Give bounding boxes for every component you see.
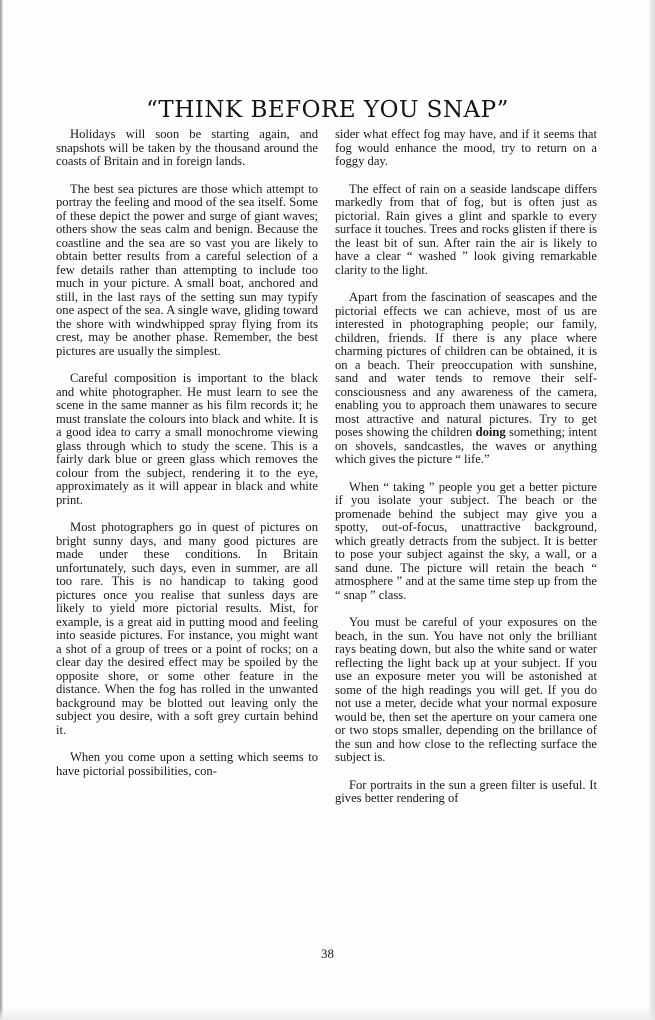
page-edge-right [649, 0, 655, 1020]
article-title: “THINK BEFORE YOU SNAP” [146, 97, 509, 124]
paragraph-taking: When “ taking ” people you get a better picture if you isolate your subject. The beach or the promenade behind the subject may give you a spotty, out-of-focus, unattractive background, which greatly detracts from the subject. It is better to pose your subject against the sky, a wall, or a sand dune. The picture will retain the beach “ atmosphere ” and at the same time step up from the “ snap ” class. [335, 479, 597, 602]
page-number: 38 [321, 946, 334, 961]
left-column [56, 128, 318, 778]
paragraph-filter: For portraits in the sun a green filter is useful. It gives better rendering of [335, 777, 597, 805]
people-text-a: Apart from the fascination of seascapes and the pictorial effects we can achieve, most of us are interested in photographing people; our family, children, friends. If there is any place where charming pictures of children can be obtained, it is on a beach. Their preoccupation with sunshine, sand and water tends to remove their self-consciousness and any awareness of the camera, enabling you to approach them unawares to secure most attractive and natural pictures. Try to get poses showing the children [335, 290, 597, 439]
paragraph-people [335, 291, 597, 467]
page-bottom-shade [0, 1008, 655, 1020]
paragraph-rain: The effect of rain on a seaside landscape differs markedly from that of fog, but is often just as pictorial. Rain gives a glint and sparkle to every surface it touches. Trees and rocks glisten if there is the least bit of sun. After rain the air is likely to have a clear “ washed ” look giving remarkable clarity to the light. [335, 181, 597, 277]
page-edge-left [0, 0, 3, 1020]
emphasis-doing: doing [475, 425, 506, 439]
paragraph-exposure: You must be careful of your exposures on the beach, in the sun. You have not only the brilliant rays beating down, but also the white sand or water reflecting the light back up at your subject. If you use an exposure meter you will be astonished at some of the high readings you will get. If you do not use a meter, decide what your normal exposure would be, then set the aperture on your camera one or two stops smaller, depending on the brillance of the sun and how close to the reflecting surface the subject is. [335, 615, 597, 764]
paragraph-composition: Careful composition is important to the black and white photographer. He must learn to see the scene in the same manner as his film records it; he must translate the colours into black and white. It is a good idea to carry a small monochrome viewing glass through which to study the scene. This is a fairly dark blue or green glass which removes the colour from the subject, rendering it to the eye, approximately as it will appear in black and white print. [56, 371, 318, 507]
paragraph-setting: When you come upon a setting which seems to have pictorial possibilities, con- [56, 750, 318, 778]
paragraph-sea-pictures: The best sea pictures are those which attempt to portray the feeling and mood of the sea itself. Some of these depict the power and surge of giant waves; others show the seas calm and benign. Because the coastline and the sea are so vast you are likely to obtain better results from a careful selection of a few details rather than attempting to include too much in your picture. A small boat, anchored and still, in the last rays of the setting sun may typify one aspect of the sea. A single wave, gliding toward the shore with windwhipped spray flying from its crest, may be another phase. Remember, the best pictures are usually the simplest. [56, 181, 318, 358]
paragraph-fog-continuation: sider what effect fog may have, and if it seems that fog would enhance the mood, try to return on a foggy day. [335, 127, 597, 168]
paragraph-sunny-days: Most photographers go in quest of pictures on bright sunny days, and many good pictures are made under these conditions. In Britain unfortunately, such days, even in summer, are all too rare. This is no handicap to taking good pictures once you realise that sunless days are likely to yield more pictorial results. Mist, for example, is a great aid in putting mood and feeling into seaside pictures. For instance, you might want a shot of a group of trees or a point of rocks; on a clear day the desired effect may be spoiled by the opposite shore, or some other feature in the distance. When the fog has rolled in the unwanted background may be blotted out leaving only the subject you desire, with a soft grey curtain behind it. [56, 520, 318, 737]
right-column [335, 128, 597, 806]
people-text-b: something; intent on shovels, sandcastles, the waves or anything which gives the picture “ life.” [335, 425, 597, 466]
paragraph-holidays: Holidays will soon be starting again, and snapshots will be taken by the thousand around the coasts of Britain and in foreign lands. [56, 127, 318, 168]
